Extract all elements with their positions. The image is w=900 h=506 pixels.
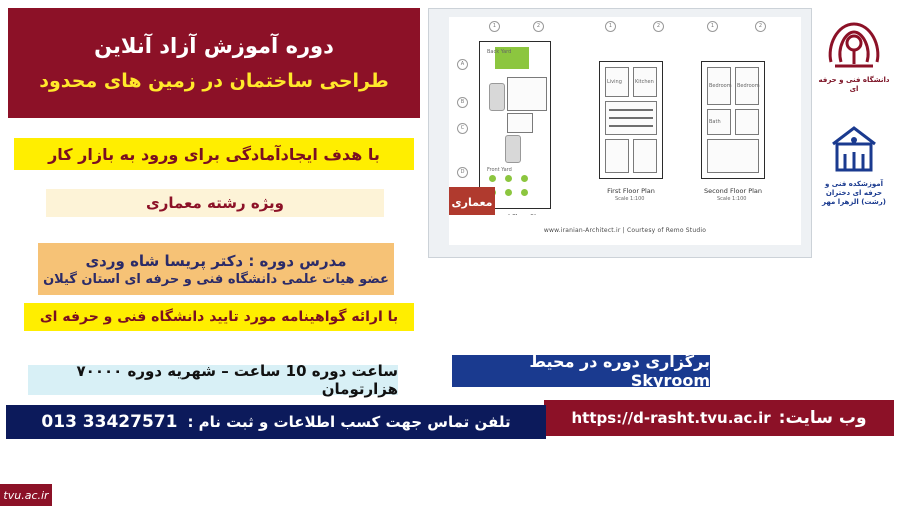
grid-marker: C xyxy=(457,123,468,134)
instructor-affiliation: عضو هیات علمی دانشگاه فنی و حرفه ای استان گیلان xyxy=(43,271,389,287)
plan-watermark: معماری xyxy=(449,187,495,217)
wall-line xyxy=(609,125,653,127)
wall-line xyxy=(609,117,653,119)
instructor-name: مدرس دوره : دکتر پریسا شاه وردی xyxy=(85,251,347,270)
platform-text: برگزاری دوره در محیط Skyroom xyxy=(529,352,710,390)
certificate-bar xyxy=(24,303,414,331)
grid-marker: A xyxy=(457,59,468,70)
floor-plan-drawing xyxy=(449,17,801,245)
website-bar[interactable] xyxy=(544,400,894,436)
university-logo xyxy=(816,16,892,108)
tree-symbol xyxy=(505,189,512,196)
room-label: Bedroom xyxy=(737,83,760,89)
room-label: Front Yard xyxy=(487,167,512,173)
college-logo xyxy=(816,120,892,218)
room-label: Living xyxy=(607,79,622,85)
tree-symbol xyxy=(505,175,512,182)
university-logo-caption: دانشگاه فنی و حرفه ای xyxy=(818,76,890,93)
car-shape xyxy=(505,135,521,163)
grid-marker: 1 xyxy=(489,21,500,32)
room-shape xyxy=(633,139,657,173)
field-text: ویژه رشته معماری xyxy=(145,194,285,212)
site-tag: tvu.ac.ir xyxy=(0,484,52,506)
platform-bar xyxy=(452,352,710,390)
room-shape xyxy=(507,77,547,111)
plan-credit-text: www.iranian-Architect.ir | Courtesy of Remo Studio xyxy=(543,226,707,234)
college-logo-caption: آموزشکده فنی و حرفه ای دختران (رشت) الزهرا مهر xyxy=(822,180,886,206)
grid-marker: 2 xyxy=(533,21,544,32)
contact-bar xyxy=(6,405,546,439)
tree-symbol xyxy=(489,175,496,182)
floor-plan-canvas xyxy=(449,17,801,245)
floor-title: First Floor Plan xyxy=(607,187,655,195)
room-shape xyxy=(707,139,759,173)
room-label: Bedroom xyxy=(709,83,732,89)
fee-text: ساعت دوره 10 ساعت – شهریه دوره ۷۰۰۰۰ هزارتومان xyxy=(76,362,398,398)
floor-title: Second Floor Plan xyxy=(703,187,763,195)
floor-scale: Scale 1:100 xyxy=(717,196,747,202)
grid-marker: 1 xyxy=(605,21,616,32)
goal-text: با هدف ایجادآمادگی برای ورود به بازار کار xyxy=(48,144,380,164)
room-label: Bath xyxy=(709,119,721,125)
fee-bar xyxy=(28,362,398,398)
floor-scale: Scale 1:100 xyxy=(615,196,645,202)
room-label: Back Yard xyxy=(487,49,512,55)
contact-number: 013 33427571 xyxy=(41,412,178,432)
grid-marker: 2 xyxy=(653,21,664,32)
goal-bar xyxy=(14,138,414,170)
plan-credit-bar xyxy=(449,215,801,245)
grid-marker: D xyxy=(457,167,468,178)
certificate-text: با ارائه گواهینامه مورد تایید دانشگاه فنی و حرفه ای xyxy=(39,309,399,325)
field-bar xyxy=(46,189,384,217)
room-shape xyxy=(507,113,533,133)
wall-line xyxy=(609,109,653,111)
course-type-title: دوره آموزش آزاد آنلاین xyxy=(94,34,334,58)
grid-marker: 2 xyxy=(755,21,766,32)
college-emblem-icon xyxy=(823,120,885,178)
tree-symbol xyxy=(521,189,528,196)
room-shape xyxy=(735,109,759,135)
grid-marker: 1 xyxy=(707,21,718,32)
floor-plan-image xyxy=(428,8,812,258)
course-name-title: طراحی ساختمان در زمین های محدود xyxy=(39,70,389,92)
grid-marker: B xyxy=(457,97,468,108)
instructor-block xyxy=(38,243,394,295)
website-label: وب سایت: xyxy=(778,408,867,428)
tree-symbol xyxy=(521,175,528,182)
room-shape xyxy=(605,139,629,173)
contact-label: تلفن تماس جهت کسب اطلاعات و ثبت نام : xyxy=(187,413,511,431)
university-emblem-icon xyxy=(823,16,885,74)
room-label: Kitchen xyxy=(635,79,654,85)
website-url[interactable]: https://d-rasht.tvu.ac.ir xyxy=(571,409,771,427)
car-shape xyxy=(489,83,505,111)
title-block xyxy=(8,8,420,118)
